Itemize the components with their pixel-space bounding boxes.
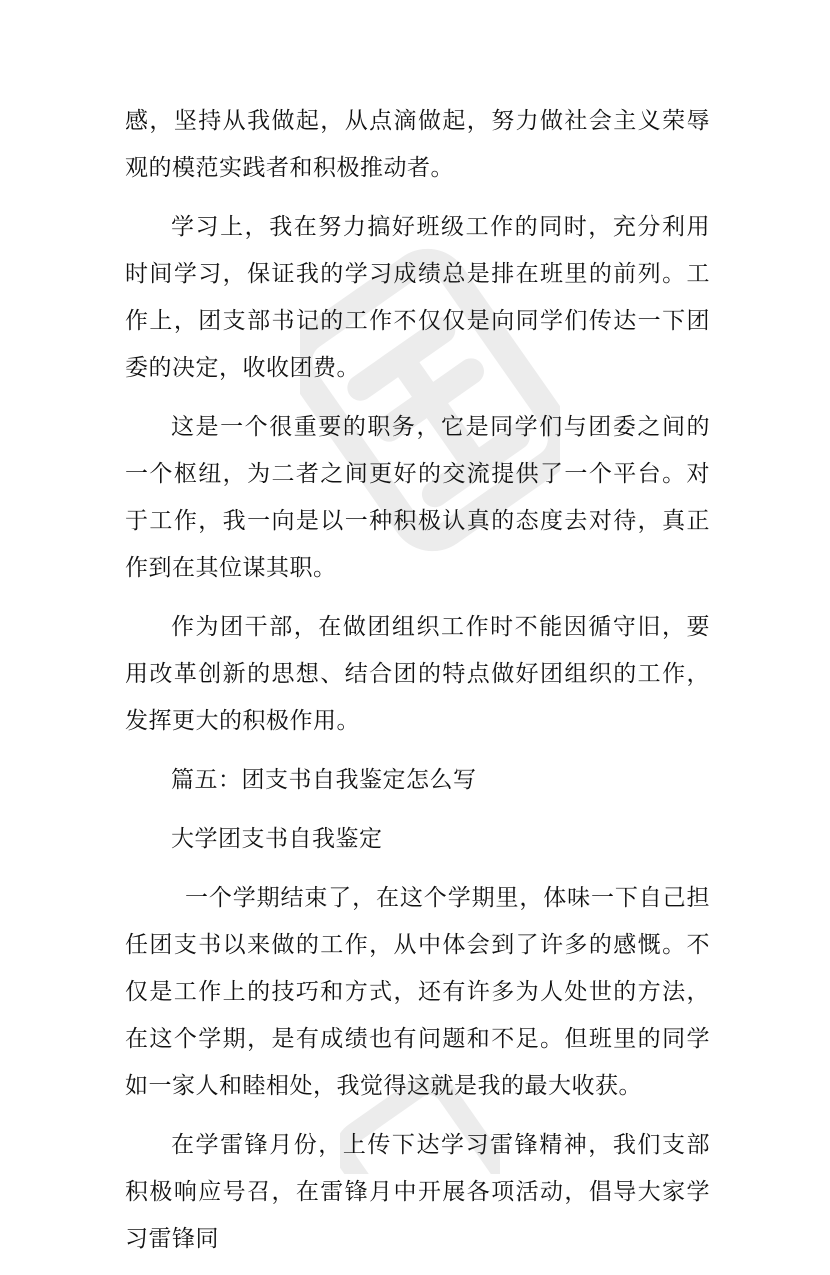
paragraph-4: 作为团干部，在做团组织工作时不能因循守旧，要用改革创新的思想、结合团的特点做好团组织的工作，发挥更大的积极作用。: [125, 614, 710, 734]
section-heading: 篇五：团支书自我鉴定怎么写: [171, 767, 477, 793]
paragraph-3: 这是一个很重要的职务，它是同学们与团委之间的一个枢纽，为二者之间更好的交流提供了一个平台。对于工作，我一向是以一种积极认真的态度去对待，真正作到在其位谋其职。: [125, 414, 710, 581]
section-subheading: 大学团支书自我鉴定: [171, 826, 383, 852]
paragraph-5: 一个学期结束了，在这个学期里，体味一下自己担任团支书以来做的工作，从中体会到了许多的感慨。不仅是工作上的技巧和方式，还有许多为人处世的方法，在这个学期，是有成绩也有问题和不足。但班里的同学如一家人和睦相处，我觉得这就是我的最大收获。: [125, 885, 710, 1099]
document-body: [125, 98, 710, 1275]
paragraph-2: 学习上，我在努力搞好班级工作的同时，充分利用时间学习，保证我的学习成绩总是排在班里的前列。工作上，团支部书记的工作不仅仅是向同学们传达一下团委的决定，收收团费。: [125, 214, 710, 381]
paragraph-1: 感，坚持从我做起，从点滴做起，努力做社会主义荣辱观的模范实践者和积极推动者。: [125, 108, 710, 181]
paragraph-6: 在学雷锋月份，上传下达学习雷锋精神，我们支部积极响应号召，在雷锋月中开展各项活动，倡导大家学习雷锋同: [125, 1132, 710, 1252]
